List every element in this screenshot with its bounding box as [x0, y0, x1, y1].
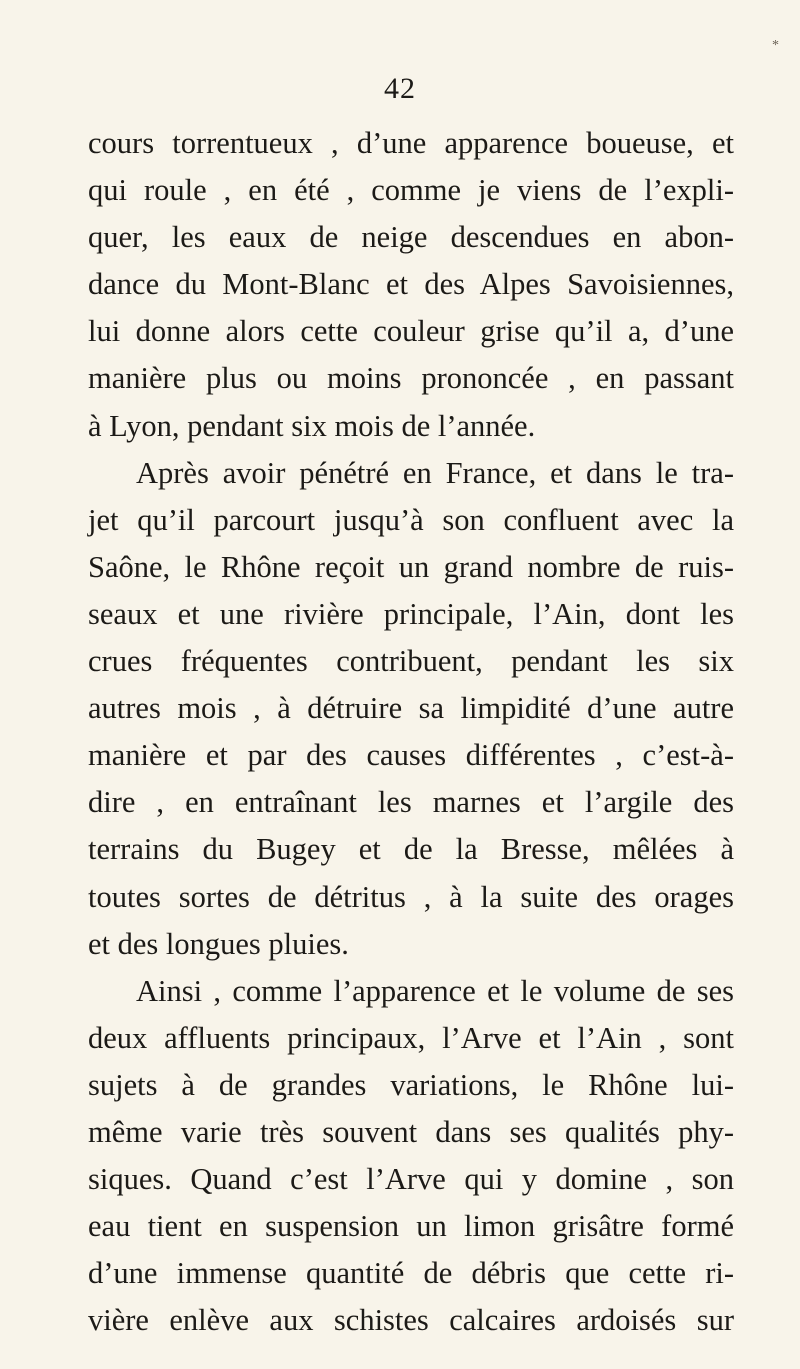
- text-line: toutes sortes de détritus , à la suite des orages: [88, 879, 734, 914]
- text-line: d’une immense quantité de débris que cette ri-: [88, 1256, 734, 1291]
- text-line: quer, les eaux de neige descendues en abon-: [88, 220, 734, 255]
- body-text: [88, 120, 734, 1344]
- text-line: et des longues pluies.: [88, 926, 349, 961]
- text-line: même varie très souvent dans ses qualités phy-: [88, 1114, 734, 1149]
- text-line: dire , en entraînant les marnes et l’argile des: [88, 785, 734, 820]
- text-line: Après avoir pénétré en France, et dans le tra-: [136, 455, 734, 490]
- text-line: sujets à de grandes variations, le Rhône lui-: [88, 1067, 734, 1102]
- text-line: siques. Quand c’est l’Arve qui y domine , son: [88, 1162, 734, 1197]
- text-line: manière et par des causes différentes , c’est-à-: [88, 738, 734, 773]
- text-line: vière enlève aux schistes calcaires ardoisés sur: [88, 1303, 734, 1338]
- text-line: manière plus ou moins prononcée , en passant: [88, 361, 734, 396]
- text-line: Saône, le Rhône reçoit un grand nombre de ruis-: [88, 549, 734, 584]
- corner-mark: *: [772, 38, 779, 53]
- text-line: à Lyon, pendant six mois de l’année.: [88, 408, 536, 443]
- text-line: terrains du Bugey et de la Bresse, mêlées à: [88, 832, 734, 867]
- text-line: cours torrentueux , d’une apparence boueuse, et: [88, 126, 734, 160]
- text-line: crues fréquentes contribuent, pendant les six: [88, 644, 734, 679]
- text-line: Ainsi , comme l’apparence et le volume de ses: [136, 973, 734, 1008]
- page-number: 42: [384, 72, 416, 105]
- text-line: jet qu’il parcourt jusqu’à son confluent avec la: [88, 502, 734, 537]
- text-line: autres mois , à détruire sa limpidité d’une autre: [88, 691, 734, 726]
- text-line: eau tient en suspension un limon grisâtre formé: [88, 1209, 734, 1244]
- text-line: seaux et une rivière principale, l’Ain, dont les: [88, 596, 734, 631]
- text-line: deux affluents principaux, l’Arve et l’Ain , sont: [88, 1020, 734, 1055]
- text-line: qui roule , en été , comme je viens de l’expli-: [88, 173, 734, 208]
- text-line: dance du Mont-Blanc et des Alpes Savoisiennes,: [88, 267, 734, 302]
- text-line: lui donne alors cette couleur grise qu’il a, d’une: [88, 314, 734, 349]
